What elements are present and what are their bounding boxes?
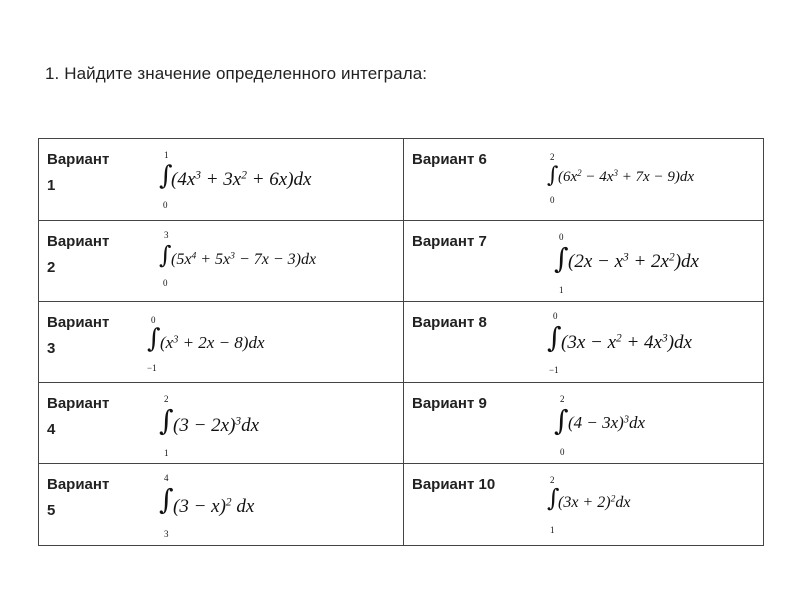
integral-sign-icon: ∫: [159, 161, 173, 191]
integral-formula: [159, 231, 394, 289]
integrand: $(3 - x)^2$ dx: [173, 496, 255, 517]
upper-limit: 0: [553, 311, 558, 321]
variant-label: Вариант 3: [47, 314, 110, 357]
variant-label: Вариант 2: [47, 233, 110, 276]
integral-formula: [547, 476, 687, 536]
variant-label: Вариант 4: [47, 395, 110, 438]
integrand: $(3x - x^2 + 4x^3)dx$: [561, 332, 692, 353]
table-row: [39, 221, 764, 302]
integrand: $(6x^2 - 4x^3 + 7x - 9)dx$: [558, 168, 694, 185]
variant-label: Вариант 6: [412, 151, 487, 168]
integral-formula: [159, 395, 309, 459]
integrand: $(2x - x^3 + 2x^2)dx$: [568, 251, 699, 272]
integrand: $(3 - 2x)^3dx$: [173, 415, 260, 436]
integral-formula: [147, 316, 347, 374]
integral-sign-icon: ∫: [159, 241, 172, 269]
lower-limit: −1: [147, 363, 157, 373]
integral-sign-icon: ∫: [547, 484, 560, 512]
variant-label: Вариант 5: [47, 476, 110, 519]
integral-formula: [547, 153, 762, 207]
integral-formula: [547, 312, 757, 376]
integral-formula: [554, 233, 754, 295]
table-row: [39, 302, 764, 383]
integral-formula: [554, 395, 704, 459]
lower-limit: 1: [164, 448, 169, 458]
lower-limit: 0: [560, 447, 565, 457]
integral-formula: [159, 474, 309, 540]
table-row: [39, 139, 764, 221]
variants-table: [38, 138, 764, 546]
upper-limit: 2: [550, 152, 555, 162]
lower-limit: 3: [164, 529, 169, 539]
upper-limit: 0: [151, 315, 156, 325]
integrand: $(5x^4 + 5x^3 - 7x - 3)dx$: [171, 250, 317, 268]
integral-sign-icon: ∫: [547, 321, 562, 354]
integral-sign-icon: ∫: [547, 163, 559, 188]
upper-limit: 2: [550, 475, 555, 485]
variant-cell: [39, 221, 404, 302]
variant-label: Вариант 9: [412, 395, 487, 412]
variant-cell: [404, 383, 764, 464]
lower-limit: 1: [559, 285, 564, 295]
integrand: $(4x^3 + 3x^2 + 6x)dx$: [171, 169, 312, 190]
variant-label: Вариант 7: [412, 233, 487, 250]
variant-label: Вариант 8: [412, 314, 487, 331]
upper-limit: 4: [164, 473, 169, 483]
integral-sign-icon: ∫: [159, 483, 174, 516]
table-row: [39, 383, 764, 464]
variant-cell: [39, 464, 404, 546]
task-title: 1. Найдите значение определенного интеграла:: [45, 64, 428, 83]
integral-sign-icon: ∫: [554, 242, 569, 275]
upper-limit: 1: [164, 150, 169, 160]
variant-cell: [404, 221, 764, 302]
integral-sign-icon: ∫: [554, 404, 569, 437]
lower-limit: 0: [163, 200, 168, 210]
lower-limit: −1: [549, 365, 559, 375]
variant-cell: [39, 139, 404, 221]
variant-cell: [39, 302, 404, 383]
variant-label: Вариант 1: [47, 151, 110, 194]
variant-cell: [404, 139, 764, 221]
integrand: $(3x + 2)^2dx$: [558, 493, 631, 511]
lower-limit: 0: [163, 278, 168, 288]
upper-limit: 2: [560, 394, 565, 404]
lower-limit: 0: [550, 195, 555, 205]
upper-limit: 3: [164, 230, 169, 240]
variant-cell: [39, 383, 404, 464]
upper-limit: 2: [164, 394, 169, 404]
integral-sign-icon: ∫: [147, 324, 161, 354]
upper-limit: 0: [559, 232, 564, 242]
table-row: [39, 464, 764, 546]
variant-cell: [404, 302, 764, 383]
variant-label: Вариант 10: [412, 476, 496, 493]
variant-cell: [404, 464, 764, 546]
integrand: $(x^3 + 2x - 8)dx$: [160, 333, 265, 352]
integral-sign-icon: ∫: [159, 404, 174, 437]
integral-formula: [159, 151, 394, 209]
integrand: $(4 - 3x)^3dx$: [568, 413, 645, 432]
lower-limit: 1: [550, 525, 555, 535]
